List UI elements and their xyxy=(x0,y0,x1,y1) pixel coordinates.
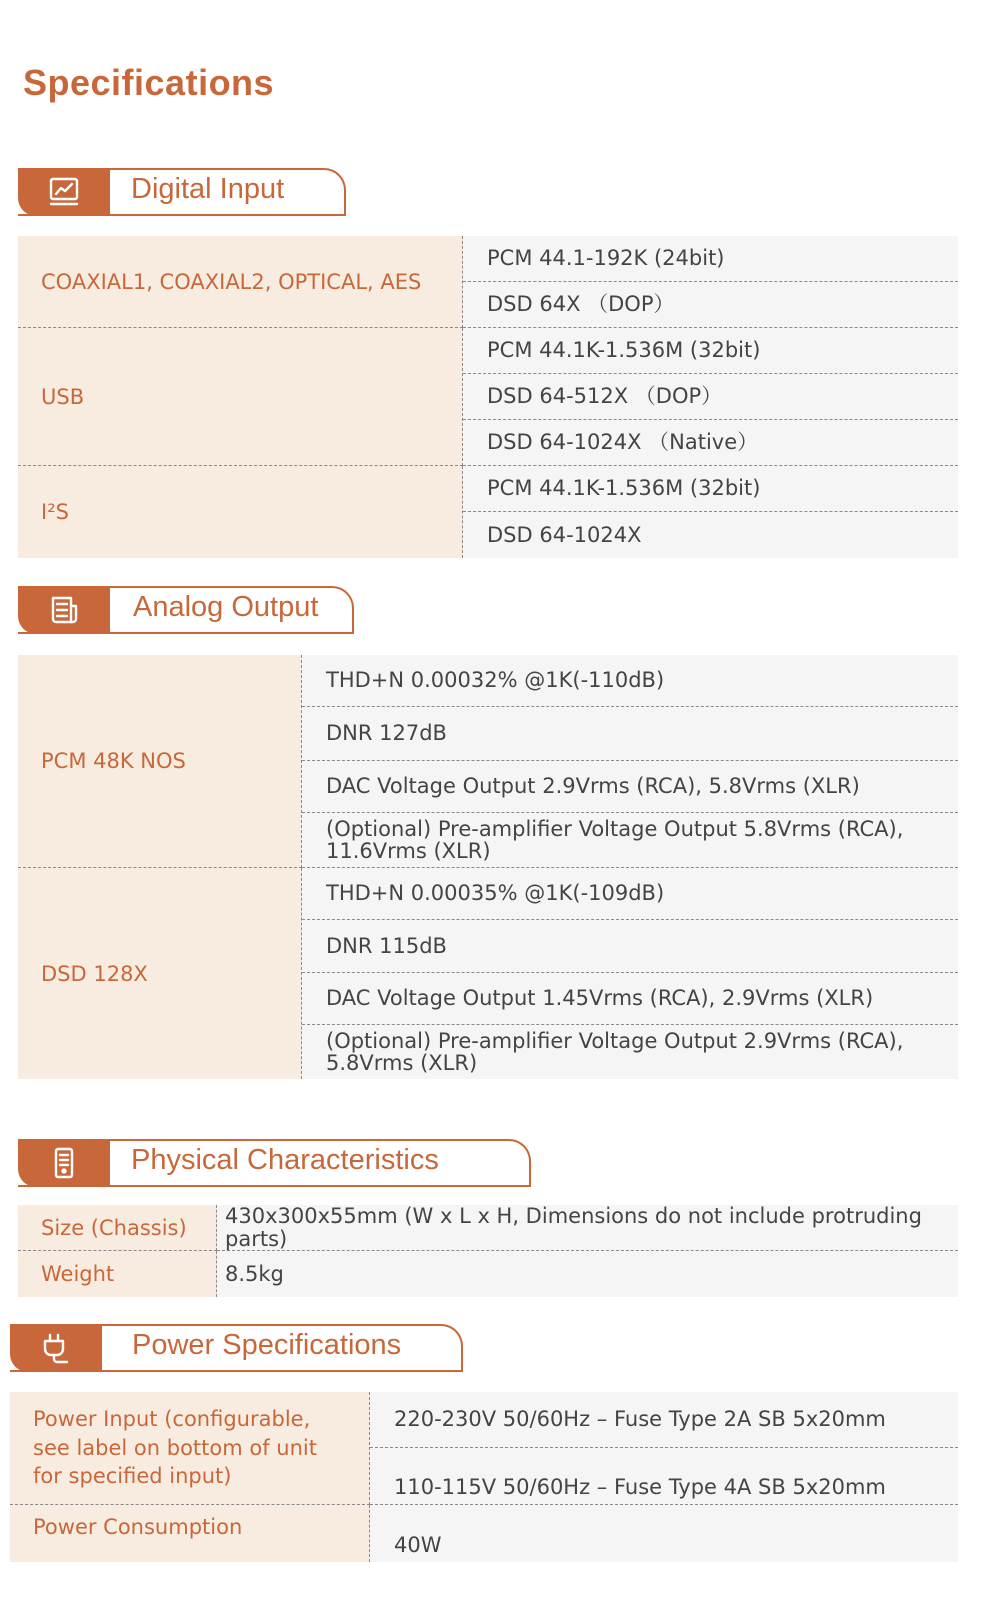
table-cell: DSD 64-512X （DOP） xyxy=(463,374,958,420)
power-specifications-header xyxy=(10,1324,465,1372)
physical-characteristics-table xyxy=(18,1205,958,1297)
table-row-label: Weight xyxy=(18,1251,217,1297)
section-title: Power Specifications xyxy=(132,1329,402,1361)
table-row-label: Power Input (configurable, see label on bottom of unit for specified input) xyxy=(10,1392,370,1505)
table-cell: DNR 115dB xyxy=(302,920,958,973)
table-cell: THD+N 0.00035% @1K(-109dB) xyxy=(302,868,958,920)
table-row-label: Power Consumption xyxy=(10,1505,370,1562)
chart-monitor-icon xyxy=(18,168,110,216)
device-unit-icon xyxy=(18,1139,110,1187)
table-row-label: Size (Chassis) xyxy=(18,1205,217,1251)
table-cell: (Optional) Pre-amplifier Voltage Output 5.8Vrms (RCA), 11.6Vrms (XLR) xyxy=(302,813,958,868)
table-cell: DSD 64-1024X xyxy=(463,512,958,558)
digital-input-header xyxy=(18,168,348,216)
table-cell: THD+N 0.00032% @1K(-110dB) xyxy=(302,655,958,707)
section-title: Digital Input xyxy=(131,173,285,205)
table-cell: DSD 64-1024X （Native） xyxy=(463,420,958,466)
table-cell: 40W xyxy=(370,1505,958,1562)
analog-output-table xyxy=(18,655,958,1079)
table-row-label: USB xyxy=(18,328,463,466)
table-cell: DAC Voltage Output 2.9Vrms (RCA), 5.8Vrms (XLR) xyxy=(302,761,958,813)
analog-output-header xyxy=(18,586,356,634)
table-cell: 430x300x55mm (W x L x H, Dimensions do not include protruding parts) xyxy=(217,1205,958,1251)
table-row-label: PCM 48K NOS xyxy=(18,655,302,868)
table-cell: DSD 64X （DOP） xyxy=(463,282,958,328)
table-cell: 8.5kg xyxy=(217,1251,958,1297)
power-specifications-table xyxy=(10,1392,958,1562)
table-cell: PCM 44.1K-1.536M (32bit) xyxy=(463,466,958,512)
table-cell: DNR 127dB xyxy=(302,707,958,761)
document-icon xyxy=(18,586,110,634)
page-title: Specifications xyxy=(23,62,275,103)
table-cell: 220-230V 50/60Hz – Fuse Type 2A SB 5x20mm xyxy=(370,1392,958,1448)
table-cell: DAC Voltage Output 1.45Vrms (RCA), 2.9Vrms (XLR) xyxy=(302,973,958,1025)
section-title: Analog Output xyxy=(133,591,319,623)
table-cell: (Optional) Pre-amplifier Voltage Output 2.9Vrms (RCA), 5.8Vrms (XLR) xyxy=(302,1025,958,1079)
digital-input-table xyxy=(18,236,958,558)
table-cell: PCM 44.1K-1.536M (32bit) xyxy=(463,328,958,374)
table-cell: PCM 44.1-192K (24bit) xyxy=(463,236,958,282)
physical-characteristics-header xyxy=(18,1139,533,1187)
table-row-label: DSD 128X xyxy=(18,868,302,1079)
table-cell: 110-115V 50/60Hz – Fuse Type 4A SB 5x20mm xyxy=(370,1448,958,1505)
power-plug-icon xyxy=(10,1324,102,1372)
table-row-label: COAXIAL1, COAXIAL2, OPTICAL, AES xyxy=(18,236,463,328)
table-row-label: I²S xyxy=(18,466,463,558)
section-title: Physical Characteristics xyxy=(131,1144,439,1176)
